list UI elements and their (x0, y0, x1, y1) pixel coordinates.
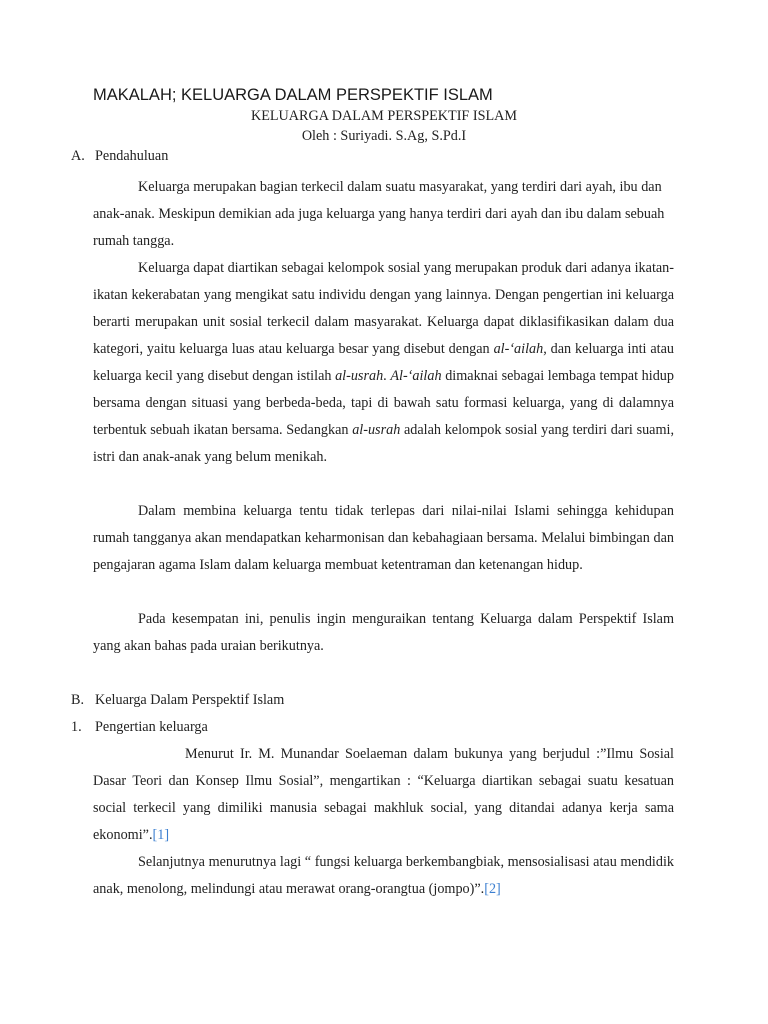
section-b-number: B. (71, 692, 85, 708)
paragraph-6 (93, 849, 674, 903)
section-b-heading (71, 692, 284, 709)
paragraph-2-text-4: dimaknai sebagai lembaga tempat hidup bersama dengan situasi yang berbeda-beda, tapi di bawah satu formasi keluarga, yang di dalamnya terbentuk sebuah ikatan bersama. Sedangkan (93, 368, 674, 438)
subsection-1-title: Pengertian keluarga (95, 719, 208, 735)
paragraph-2-text-1: Keluarga dapat diartikan sebagai kelompok sosial yang merupakan produk dari adanya ikatan-ikatan kekerabatan yang mengikat satu individu dengan yang lainnya. Dengan pengertian ini keluarga berarti merupakan unit sosial terkecil dalam masyarakat. Keluarga dapat diklasifikasikan dalam dua kategori, yaitu keluarga luas atau keluarga besar yang disebut dengan (93, 260, 674, 357)
paragraph-4: Pada kesempatan ini, penulis ingin menguraikan tentang Keluarga dalam Perspektif Islam yang akan bahas pada uraian berikutnya. (93, 611, 674, 654)
term-al-ailah-2: Al-‘ailah (390, 368, 442, 384)
paragraph-2-text-3: . (383, 368, 391, 384)
paragraph-2-text-5: adalah kelompok sosial yang terdiri dari suami, istri dan anak-anak yang belum menikah. (93, 422, 674, 465)
footnote-ref-1[interactable]: [1] (152, 827, 170, 843)
paragraph-5 (93, 741, 674, 849)
paragraph-5-text: Menurut Ir. M. Munandar Soelaeman dalam bukunya yang berjudul :”Ilmu Sosial Dasar Teori dan Konsep Ilmu Sosial”, mengartikan : “Keluarga diartikan sebagai suatu kesatuan social terkecil yang dimiliki manusia sebagai makhluk social, yang ditandai adanya kerja sama ekonomi”. (93, 746, 674, 843)
term-al-ailah: al-‘ailah (493, 341, 544, 357)
subtitle: KELUARGA DALAM PERSPEKTIF ISLAM (250, 108, 518, 124)
paragraph-1: Keluarga merupakan bagian terkecil dalam suatu masyarakat, yang terdiri dari ayah, ibu dan anak-anak. Meskipun demikian ada juga keluarga yang hanya terdiri dari ayah dan ibu dalam sebuah rumah tangga. (93, 179, 665, 249)
section-a-heading (71, 148, 168, 165)
main-title: MAKALAH; KELUARGA DALAM PERSPEKTIF ISLAM (93, 86, 493, 104)
term-al-usrah-2: al-usrah (352, 422, 401, 438)
subsection-1-number: 1. (71, 719, 82, 735)
footnote-ref-2[interactable]: [2] (484, 881, 501, 897)
author-byline: Oleh : Suriyadi. S.Ag, S.Pd.I (301, 128, 467, 144)
section-a-title: Pendahuluan (95, 148, 169, 164)
paragraph-2 (93, 255, 674, 471)
paragraph-3: Dalam membina keluarga tentu tidak terlepas dari nilai-nilai Islami sehingga kehidupan rumah tangganya akan mendapatkan keharmonisan dan kebahagiaan bersama. Melalui bimbingan dan pengajaran agama Islam dalam keluarga membuat ketentraman dan ketenangan hidup. (93, 503, 674, 573)
paragraph-6-text: Selanjutnya menurutnya lagi “ fungsi keluarga berkembangbiak, mensosialisasi atau mendidik anak, menolong, melindungi atau merawat orang-orangtua (jompo)”. (93, 854, 674, 897)
paragraph-2-text-2: , dan keluarga inti atau keluarga kecil yang disebut dengan istilah (93, 341, 674, 384)
term-al-usrah: al-usrah (335, 368, 384, 384)
section-a-number: A. (71, 148, 85, 164)
section-b-title: Keluarga Dalam Perspektif Islam (95, 692, 285, 708)
subsection-1-heading (71, 719, 208, 736)
